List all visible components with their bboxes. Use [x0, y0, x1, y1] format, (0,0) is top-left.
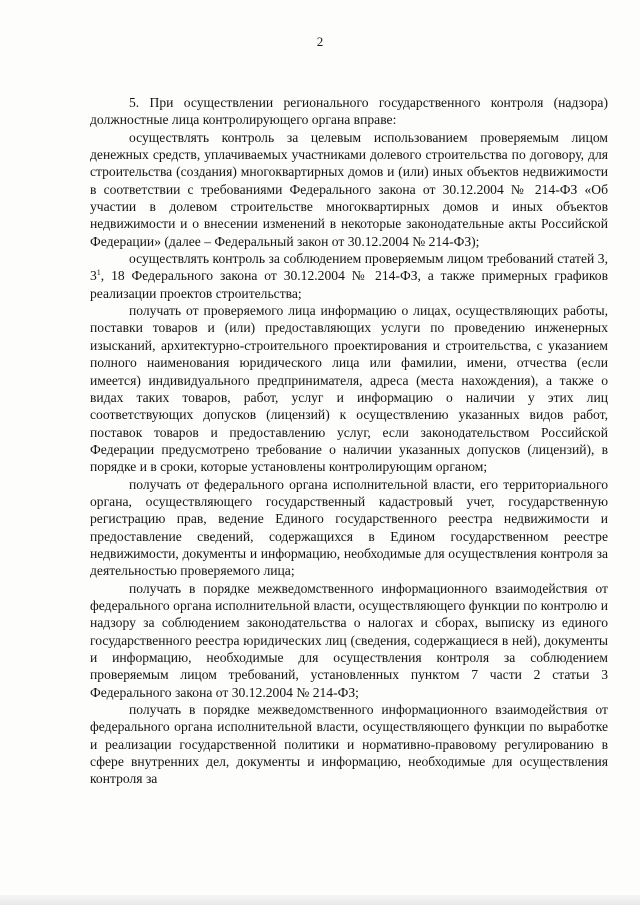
paragraph-compliance-control — [90, 250, 608, 302]
article-superscript: 1 — [96, 268, 101, 278]
document-body — [90, 94, 608, 788]
page-number: 2 — [316, 34, 324, 49]
paragraph-tax-authority-info: получать в порядке межведомственного информационного взаимодействия от федерального органа исполнительной власти, осуществляющего функции по контролю и надзору за соблюдением законодательства о налогах и сборах, выписку из единого государственного реестра юридических лиц (сведения, содержащиеся в ней), документы и информацию, необходимые для осуществления контроля за соблюдением проверяемым лицом требований, установленных пунктом 7 части 2 статьи 3 Федерального закона от 30.12.2004 № 214-ФЗ; — [90, 580, 608, 700]
paragraph-registry-info: получать от федерального органа исполнительной власти, его территориального органа, осуществляющего государственный кадастровый учет, государственную регистрацию прав, ведение Единого государственного реестра недвижимости и предоставление сведений, содержащихся в Едином государственном реестре недвижимости, документы и информацию, необходимые для осуществления контроля за деятельностью проверяемого лица; — [90, 476, 608, 579]
paragraph-target-use-control: осуществлять контроль за целевым использованием проверяемым лицом денежных средств, уплачиваемых участниками долевого строительства по договору, для строительства (создания) многоквартирных домов и (или) иных объектов недвижимости в соответствии с требованиями Федерального закона от 30.12.2004 № 214-ФЗ «Об участии в долевом строительстве многоквартирных домов и иных объектов недвижимости и о внесении изменений в некоторые законодательные акты Российской Федерации» (далее – Федеральный закон от 30.12.2004 № 214-ФЗ); — [90, 129, 608, 249]
paragraph-item-5: 5. При осуществлении регионального государственного контроля (надзора) должностные лица контролирующего органа вправе: — [90, 95, 608, 128]
paragraph-internal-affairs-info: получать в порядке межведомственного информационного взаимодействия от федерального органа исполнительной власти, осуществляющего функции по выработке и реализации государственной политики и нормативно-правовому регулированию в сфере внутренних дел, документы и информацию, необходимые для осуществления контроля за — [90, 702, 608, 787]
paragraph-compliance-text-end: , 18 Федерального закона от 30.12.2004 № 214-ФЗ, а также примерных графиков реализации проектов строительства; — [90, 268, 608, 301]
page-bottom-edge — [0, 895, 640, 905]
paragraph-compliance-text-start: осуществлять контроль за соблюдением проверяемым лицом требований статей 3, 3 — [90, 251, 608, 284]
paragraph-contractor-info: получать от проверяемого лица информацию о лицах, осуществляющих работы, поставки товаров и (или) предоставляющих услуги по проведению инженерных изысканий, архитектурно-строительного проектирования и строительства, с указанием полного наименования юридического лица или фамилии, имени, отчества (если имеется) индивидуального предпринимателя, адреса (места нахождения), а также о видах таких товаров, работ, услуг и информацию о наличии у этих лиц соответствующих допусков (лицензий) к осуществлению указанных видов работ, поставок товаров и предоставлению услуг, если законодательством Российской Федерации предусмотрено требование о наличии указанных допусков (лицензий), в порядке и в сроки, которые установлены контролирующим органом; — [90, 303, 608, 475]
